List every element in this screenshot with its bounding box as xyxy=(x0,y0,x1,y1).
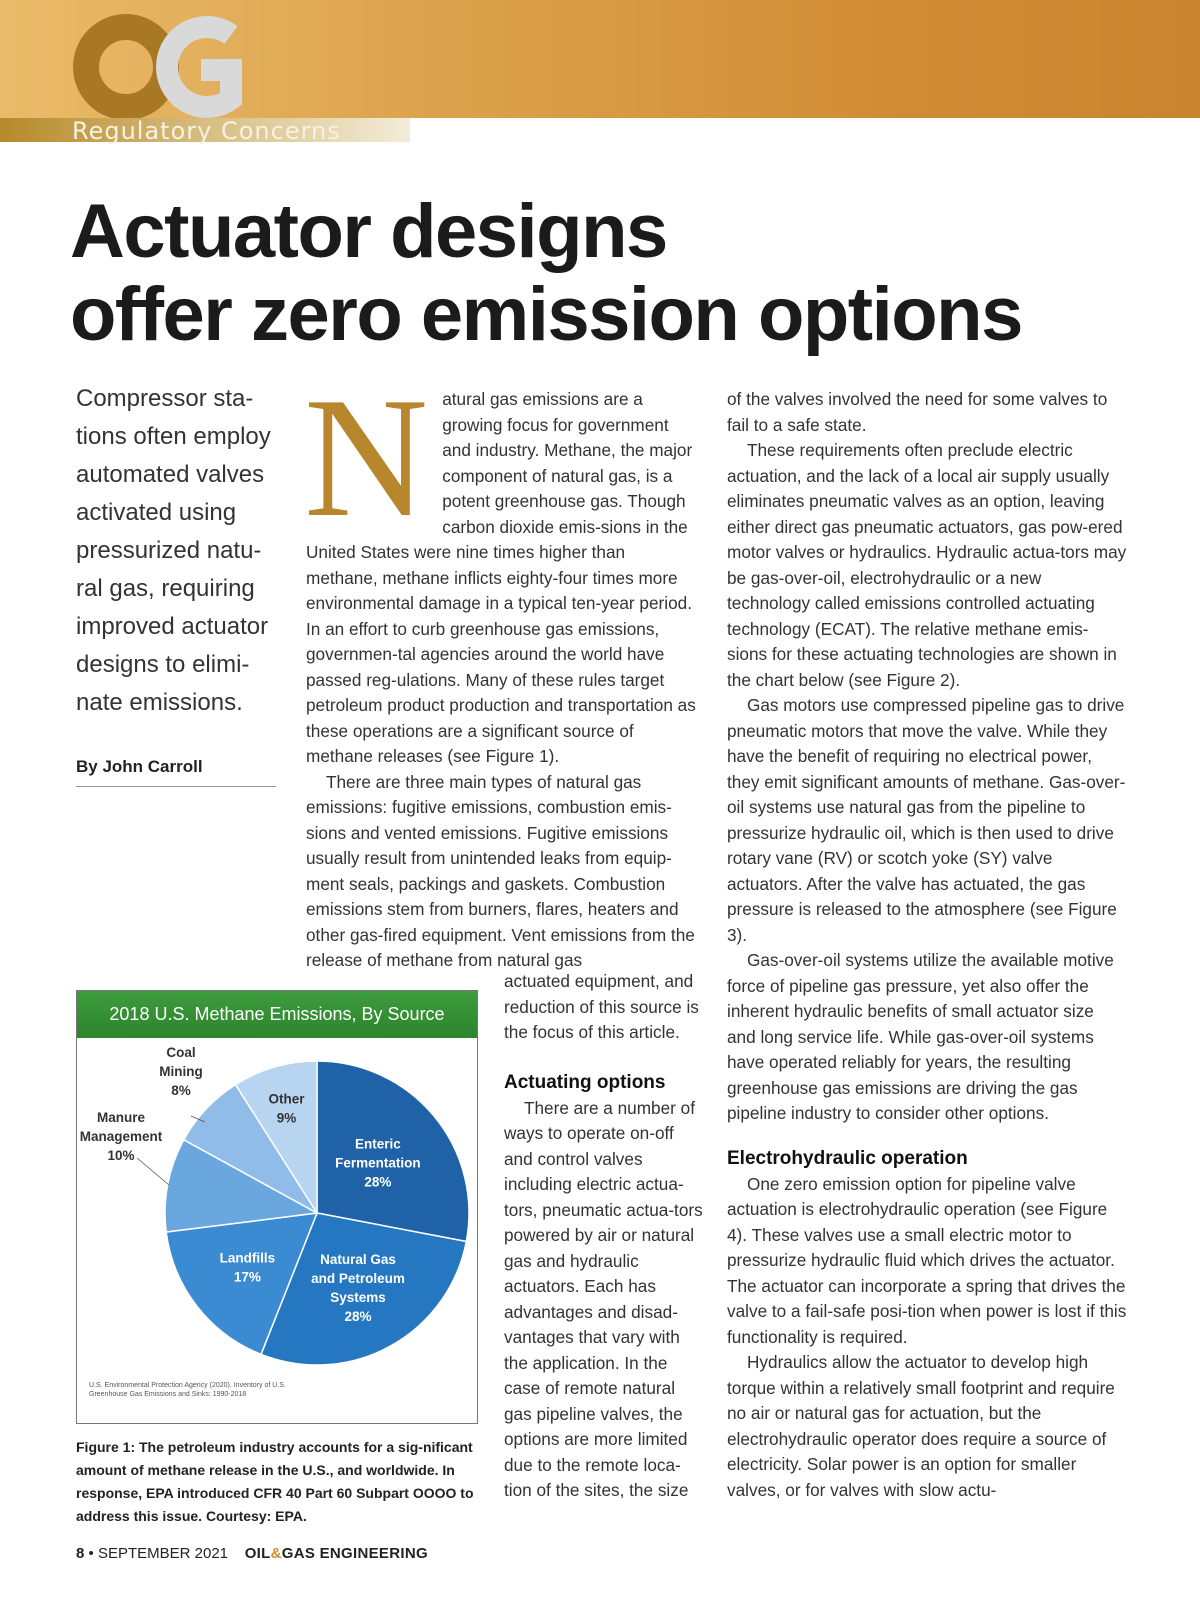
paragraph: There are a number of ways to operate on-off and control valves including electric actua-tors, pneumatic actua-tors powered by air or natural gas and hydraulic actuators. Each has advantages and disad-vantages that vary with the application. In the case of remote natural gas pipeline valves, the options are more limited due to the remote loca-tion of the sites, the size xyxy=(504,1097,703,1500)
slice-label: Mining xyxy=(159,1064,203,1079)
og-logo xyxy=(66,10,266,125)
paragraph: atural gas emissions are a growing focus for government and industry. Methane, the major component of natural gas, is a potent greenhouse gas. Though carbon dioxide emis-sions in the United States were nine times higher than methane, methane inflicts eighty-four times more environmental damage in a typical ten-year period. In an effort to curb greenhouse gas emissions, governmen-tal agencies around the world have passed reg-ulations. Many of these rules target petroleum product production and transportation as these operations are a significant source of methane releases (see Figure 1). xyxy=(306,389,696,766)
slice-percent-label: 9% xyxy=(276,1110,297,1126)
page-footer xyxy=(76,1545,428,1562)
footer-bullet: • xyxy=(88,1545,94,1562)
slice-percent-label: 28% xyxy=(344,1309,372,1325)
figure-caption: Figure 1: The petroleum industry accounts for a sig-nificant amount of methane release in the U.S., and worldwide. In response, EPA introduced CFR 40 Part 60 Subpart OOOO to address this issue. Courtesy: EPA. xyxy=(76,1439,474,1524)
slice-label: Landfills xyxy=(219,1250,276,1266)
subheading-electrohydraulic: Electrohydraulic operation xyxy=(727,1147,968,1169)
slice-percent-label: 8% xyxy=(171,1083,191,1098)
paragraph: These requirements often preclude electric actuation, and the lack of a local air supply usually eliminates pneumatic valves as an option, leaving either direct gas pneumatic actuators, gas pow-ered motor valves or hydraulics. Hydraulic actua-tors may be gas-over-oil, electrohydraulic or a new technology called emissions controlled actuating technology (ECAT). The relative methane emis-sions for these actuating technologies are shown in the chart below (see Figure 2). xyxy=(727,440,1127,690)
slice-label: Coal xyxy=(166,1045,196,1060)
slice-percent-label: 10% xyxy=(107,1148,135,1163)
slice-label: Natural Gas xyxy=(320,1252,396,1268)
page-number: 8 xyxy=(76,1545,85,1562)
slice-percent-label: 28% xyxy=(364,1174,392,1190)
slice-label: Management xyxy=(79,1129,163,1144)
body-column-3 xyxy=(727,387,1127,1503)
paragraph: actuated equipment, and reduction of this source is the focus of this article. xyxy=(504,971,699,1042)
body-column-1 xyxy=(304,363,696,974)
chart-title: 2018 U.S. Methane Emissions, By Source xyxy=(109,1004,445,1024)
subheading-actuating-options: Actuating options xyxy=(504,1071,666,1093)
slice-label: Fermentation xyxy=(335,1155,421,1171)
byline: By John Carroll xyxy=(76,757,203,776)
article-title xyxy=(70,190,1022,356)
chart-title-bar xyxy=(77,991,477,1038)
paragraph: One zero emission option for pipeline valve actuation is electrohydraulic operation (see Figure 4). These valves use a small electric motor to pressurize hydraulic fluid which drives the actuator. The actuator can incorporate a spring that drives the valve to a fail-safe posi-tion when power is lost if this functionality is required. xyxy=(727,1173,1127,1347)
source-note: U.S. Environmental Protection Agency (2020). Inventory of U.S. Greenhouse Gas Emissions and Sinks: 1990-2018 xyxy=(89,1382,286,1398)
paragraph: Gas-over-oil systems utilize the available motive force of pipeline gas pressure, yet also offer the inherent hydraulic benefits of small actuator size and long service life. While gas-over-oil systems have operated reliably for years, the resulting greenhouse gas emissions are driving the gas pipeline industry to consider other options. xyxy=(727,950,1114,1123)
issue-date: SEPTEMBER 2021 xyxy=(97,1545,229,1562)
byline-rule xyxy=(76,786,276,787)
slice-percent-label: 17% xyxy=(233,1269,261,1285)
title-line-2: offer zero emission options xyxy=(70,272,1022,357)
svg-text:OG: OG xyxy=(66,10,68,11)
pie-chart xyxy=(77,1038,477,1378)
paragraph: of the valves involved the need for some valves to fail to a safe state. xyxy=(727,389,1108,435)
title-line-1: Actuator designs xyxy=(70,189,667,274)
slice-label: Systems xyxy=(330,1290,386,1306)
slice-label: Enteric xyxy=(355,1136,401,1152)
slice-label: Other xyxy=(268,1091,305,1107)
slice-label: and Petroleum xyxy=(311,1271,405,1287)
body-column-2 xyxy=(504,969,704,1504)
publication-name: OIL&GAS ENGINEERING xyxy=(244,1545,428,1562)
paragraph: There are three main types of natural gas emissions: fugitive emissions, combustion emis-sions and vented emissions. Fugitive emissions usually result from unintended leaks from equip-ment seals, packings and gaskets. Combustion emissions stem from burners, flares, heaters and other gas-fired equipment. Vent emissions from the release of methane from natural gas xyxy=(306,771,695,970)
article-deck: Compressor sta-tions often employ automated valves activated using pressurized natu-ral gas, requiring improved actuator designs to elimi-nate emissions. xyxy=(76,385,271,716)
paragraph: Hydraulics allow the actuator to develop high torque within a relatively small footprint and require no air or natural gas for actuation, but the electrohydraulic operator does require a source of electricity. Solar power is an option for smaller valves, or for valves with slow actu- xyxy=(727,1352,1115,1500)
drop-cap: N xyxy=(304,363,429,553)
section-label: Regulatory Concerns xyxy=(72,117,341,145)
paragraph: Gas motors use compressed pipeline gas to drive pneumatic motors that move the valve. While they have the benefit of requiring no electrical power, they emit significant amounts of methane. Gas-over-oil systems use natural gas from the pipeline to pressurize hydraulic oil, which is then used to drive rotary vane (RV) or scotch yoke (SY) valve actuators. After the valve has actuated, the gas pressure is released to the atmosphere (see Figure 3). xyxy=(727,695,1126,945)
leader-line xyxy=(137,1158,169,1185)
slice-label: Manure xyxy=(96,1110,146,1125)
figure-1 xyxy=(76,990,478,1424)
